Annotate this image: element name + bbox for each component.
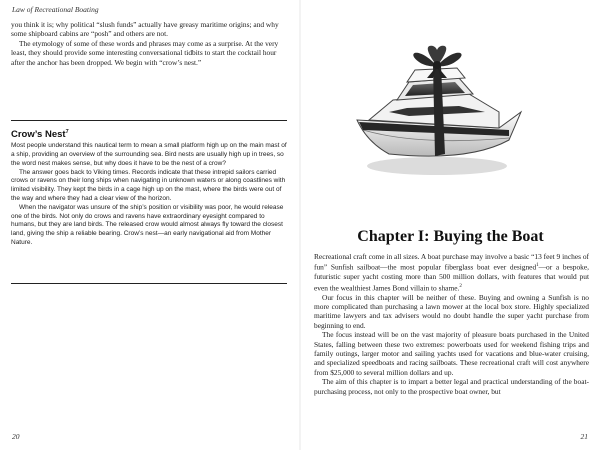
text-run: Recreational craft come in all sizes. A boat purchase may involve a basic “13 feet 9 inches of fun” Sunfish sailboat—the most popular fiberglass boat ever designed	[314, 252, 589, 272]
crows-nest-sidebar	[11, 120, 287, 284]
chapter-paragraph	[314, 252, 589, 293]
right-page	[301, 0, 600, 450]
chapter-paragraph: The aim of this chapter is to impart a better legal and practical understanding of the boat-purchasing process, not only to the prospective boat owner, but	[314, 377, 589, 396]
intro-text	[11, 20, 287, 67]
footnote-ref: 7	[65, 129, 69, 135]
sidebar-title	[11, 129, 287, 140]
sidebar-paragraph: Most people understand this nautical term to mean a small platform high up on the main mast of a ship, providing an overview of the surrounding sea. Bird nests are usually high up in trees, so the word nest makes sense, but why does it have to be the nest of a crow?	[11, 142, 287, 167]
intro-paragraph: you think it is; why political “slush funds” actually have greasy maritime origins; and why some shipboard cabins are “posh” and others are not.	[11, 20, 279, 39]
chapter-paragraph: The focus instead will be on the vast majority of pleasure boats purchased in the United States, falling between these two extremes: powerboats used for weekend fishing trips and family outings, larger motor and sailing yachts used for vacations and blue-water cruising, and specialized speedboats and racing sailboats. These recreational craft will cost anywhere from $25,000 to several million dollars and up.	[314, 330, 589, 377]
yacht-gift-illustration	[349, 42, 529, 180]
sidebar-body	[11, 142, 287, 248]
sidebar-paragraph: The answer goes back to Viking times. Records indicate that these intrepid sailors carried crows or ravens on their long ships when navigating in unknown waters or along coastlines with limited visibility. They kept the birds in a cage high up on the mast, where the birds were out of the way and where they had a clear view of the horizon.	[11, 168, 286, 202]
page-number-left: 20	[12, 432, 20, 441]
footnote-ref: 1	[536, 263, 539, 269]
running-head: Law of Recreational Boating	[12, 5, 99, 14]
sidebar-paragraph: When the navigator was unsure of the ship’s position or visibility was poor, he would release one of the birds. Not only do crows and ravens have extraordinary eyesight compared to humans, but they are land birds. The released crow would almost always fly toward the closest land, giving the ship a reliable bearing. Crow’s nest—an early navigational aid from Mother Nature.	[11, 203, 284, 246]
chapter-paragraph: Our focus in this chapter will be neither of these. Buying and owning a Sunfish is no more complicated than purchasing a lawn mower at the local box store. Highly specialized maritime lawyers and tax advisers would no doubt handle the super yacht purchase from beginning to end.	[314, 292, 589, 330]
text-run: —or a bespoke, futuristic super yacht costing more than 500 million dollars, with features that would put even the wealthiest James Bond villain to shame.	[314, 262, 589, 293]
footnote-ref: 2	[459, 283, 462, 289]
chapter-body	[314, 252, 589, 396]
sidebar-title-text: Crow’s Nest	[11, 129, 66, 141]
intro-paragraph: The etymology of some of these words and phrases may come as a surprise. At the very least, they should provide some interesting conversational tidbits to start the cocktail hour after the anchor has been dropped. We begin with “crow’s nest.”	[11, 38, 279, 67]
page-number-right: 21	[580, 432, 588, 441]
chapter-title: Chapter I: Buying the Boat	[357, 228, 544, 245]
